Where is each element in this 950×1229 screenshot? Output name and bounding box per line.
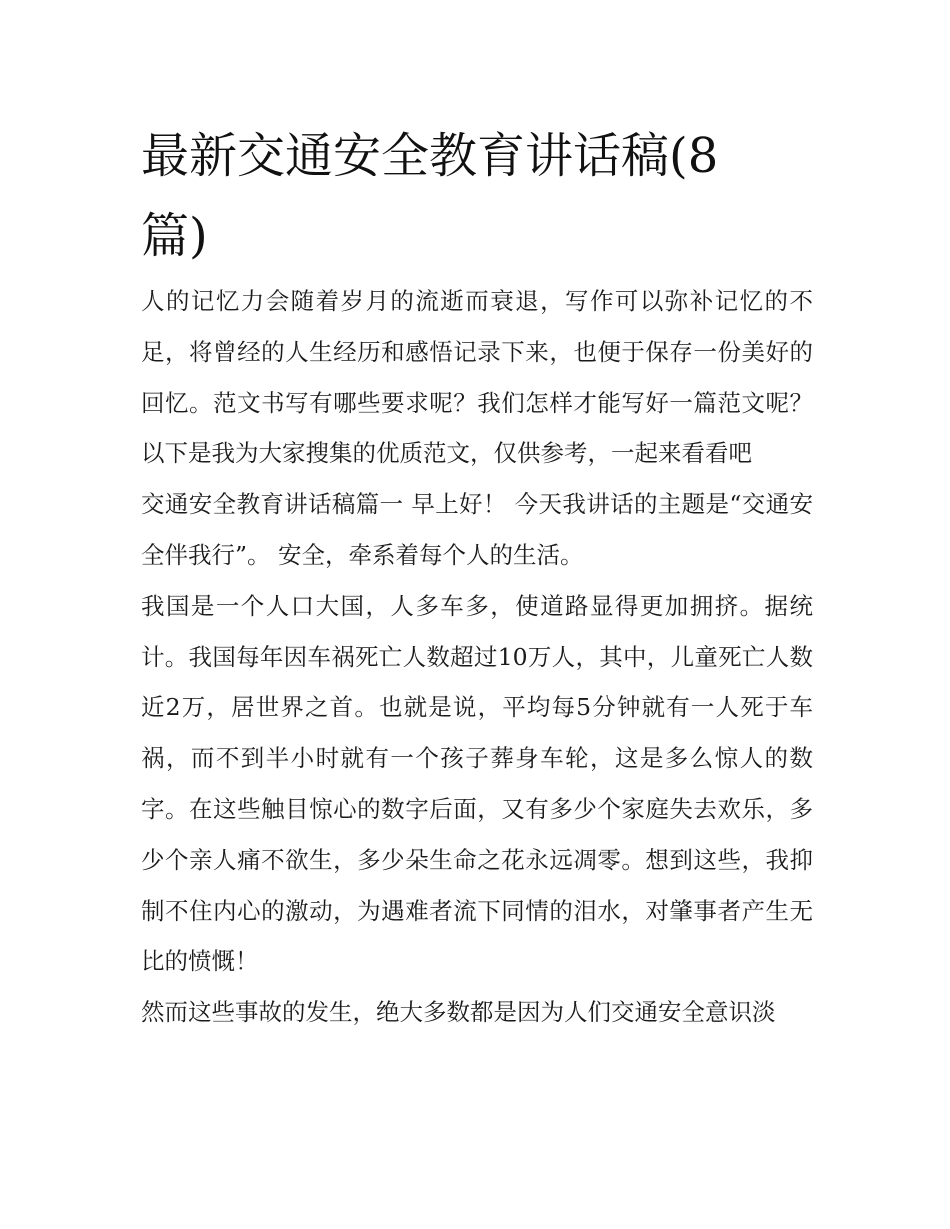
paragraph-intro: 人的记忆力会随着岁月的流逝而衰退，写作可以弥补记忆的不足，将曾经的人生经历和感悟记录下来，也便于保存一份美好的回忆。范文书写有哪些要求呢？我们怎样才能写好一篇范文呢？以下是我为大家搜集的优质范文，仅供参考，一起来看看吧	[141, 287, 813, 468]
document-body	[141, 276, 813, 1038]
paragraph-causes: 然而这些事故的发生，绝大多数都是因为人们交通安全意识淡	[141, 998, 776, 1027]
paragraph-statistics: 我国是一个人口大国，人多车多，使道路显得更加拥挤。据统计。我国每年因车祸死亡人数超过10万人，其中，儿童死亡人数近2万，居世界之首。也就是说，平均每5分钟就有一人死于车祸，而不到半小时就有一个孩子葬身车轮，这是多么惊人的数字。在这些触目惊心的数字后面，又有多少个家庭失去欢乐，多少个亲人痛不欲生，多少朵生命之花永远凋零。想到这些，我抑制不住内心的激动，为遇难者流下同情的泪水，对肇事者产生无比的愤慨！	[141, 591, 813, 976]
document-title: 最新交通安全教育讲话稿(8篇)	[141, 128, 719, 264]
paragraph-greeting: 交通安全教育讲话稿篇一 早上好！ 今天我讲话的主题是“交通安全伴我行”。 安全，牵系着每个人的生活。	[141, 490, 813, 569]
